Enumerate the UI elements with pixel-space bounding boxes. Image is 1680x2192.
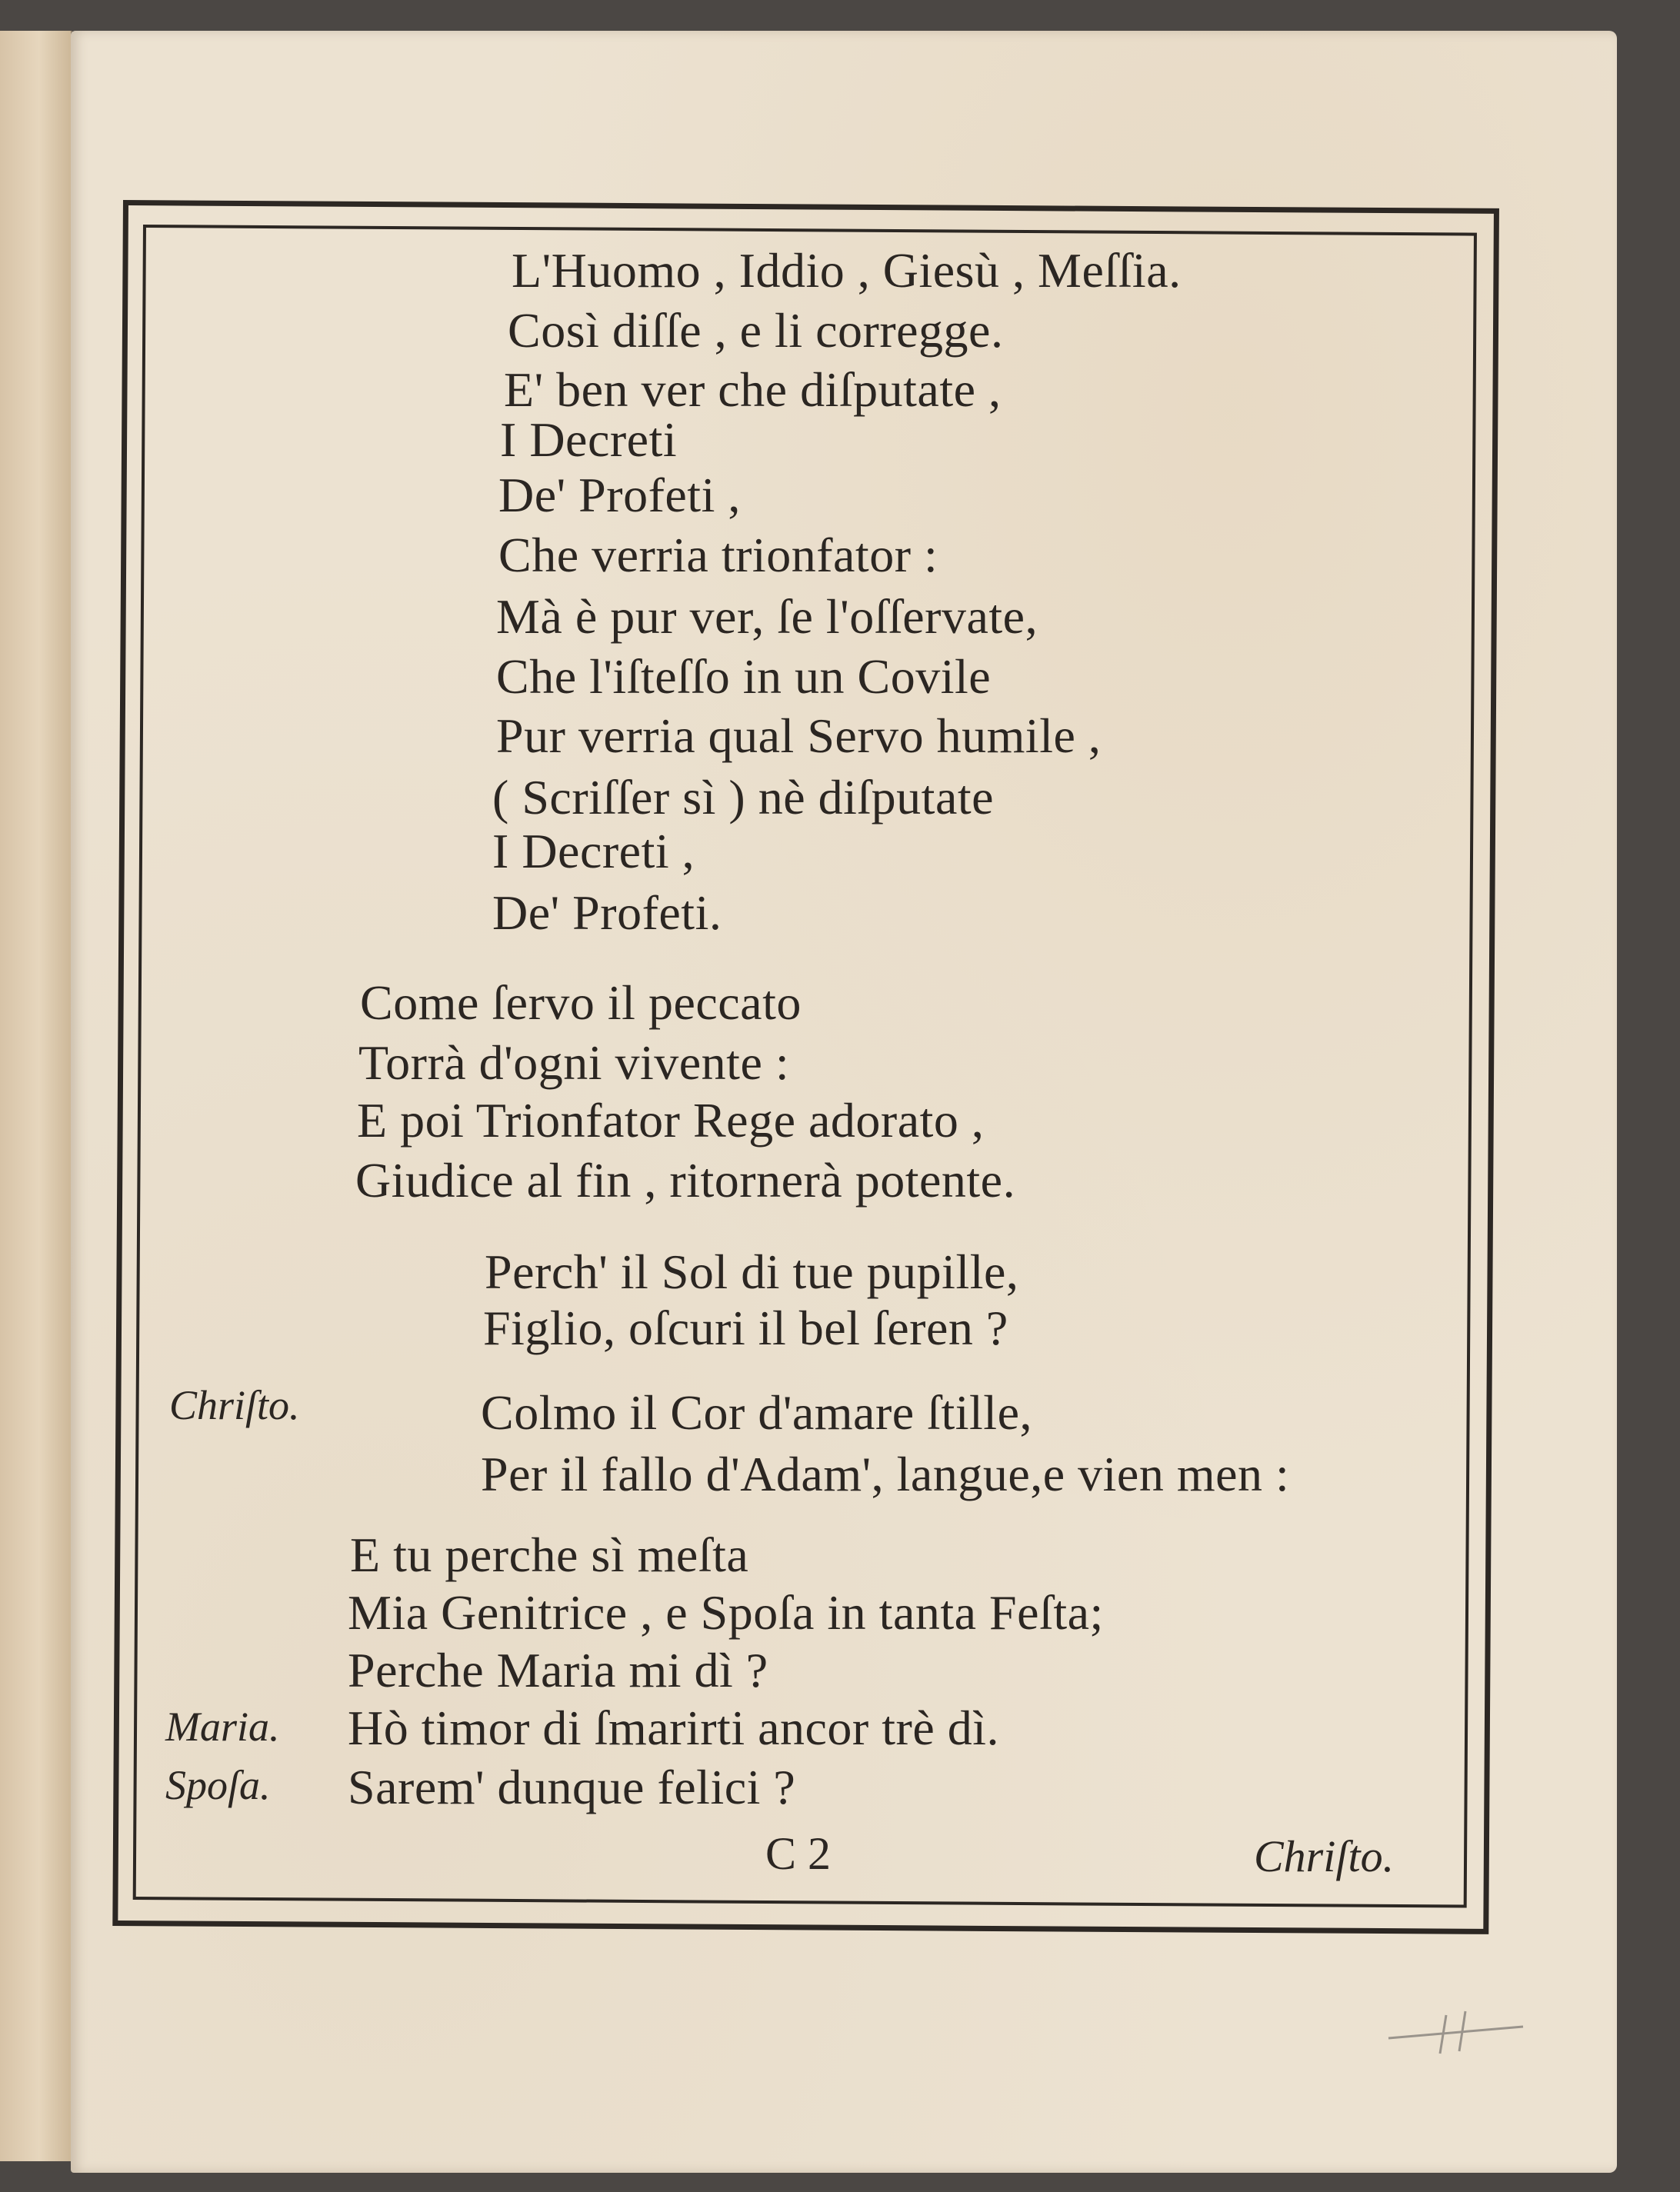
verse-line: Così diſſe , e li corregge. [508, 303, 1004, 358]
verse-line: Giudice al fin , ritornerà potente. [355, 1153, 1016, 1208]
speaker-maria: Maria. [165, 1704, 280, 1750]
verse-line: Pur verria qual Servo humile , [496, 708, 1102, 763]
speaker-sposa: Spoſa. [165, 1762, 271, 1808]
verse-line: Sarem' dunque felici ? [348, 1760, 796, 1814]
verse-line: I Decreti , [492, 824, 695, 878]
verse-line: L'Huomo , Iddio , Giesù , Meſſia. [512, 243, 1182, 298]
verse-line: Hò timor di ſmarirti ancor trè dì. [348, 1701, 999, 1755]
facing-page-edge [0, 31, 72, 2161]
verse-line: E poi Trionfator Rege adorato , [357, 1093, 985, 1148]
verse-line: Perch' il Sol di tue pupille, [485, 1244, 1019, 1299]
verse-line: Perche Maria mi dì ? [348, 1643, 768, 1697]
verse-line: Che l'iſteſſo in un Covile [496, 649, 992, 704]
speaker-christo: Chriſto. [169, 1382, 300, 1428]
verse-line: De' Profeti , [498, 468, 741, 522]
verse-line: Colmo il Cor d'amare ſtille, [481, 1385, 1032, 1440]
verse-line: Per il fallo d'Adam', langue,e vien men : [481, 1447, 1290, 1501]
verse-line: I Decreti [500, 412, 678, 467]
verse-line: Come ſervo il peccato [360, 975, 802, 1030]
verse-line: E tu perche sì meſta [350, 1527, 749, 1582]
page-border-inner [133, 225, 1477, 1908]
signature-mark: C 2 [765, 1828, 832, 1879]
verse-line: Figlio, oſcuri il bel ſeren ? [483, 1301, 1008, 1355]
verse-line: Che verria trionfator : [498, 528, 938, 582]
verse-line: Torrà d'ogni vivente : [358, 1035, 790, 1090]
verse-line: De' Profeti. [492, 885, 722, 940]
verse-line: Mia Genitrice , e Spoſa in tanta Feſta; [348, 1585, 1104, 1640]
verse-line: ( Scriſſer sì ) nè diſputate [492, 770, 995, 824]
catchword: Chriſto. [1254, 1831, 1395, 1881]
pencil-mark [1385, 2004, 1531, 2057]
verse-line: E' ben ver che diſputate , [504, 362, 1002, 417]
verse-line: Mà è pur ver, ſe l'oſſervate, [496, 589, 1038, 644]
